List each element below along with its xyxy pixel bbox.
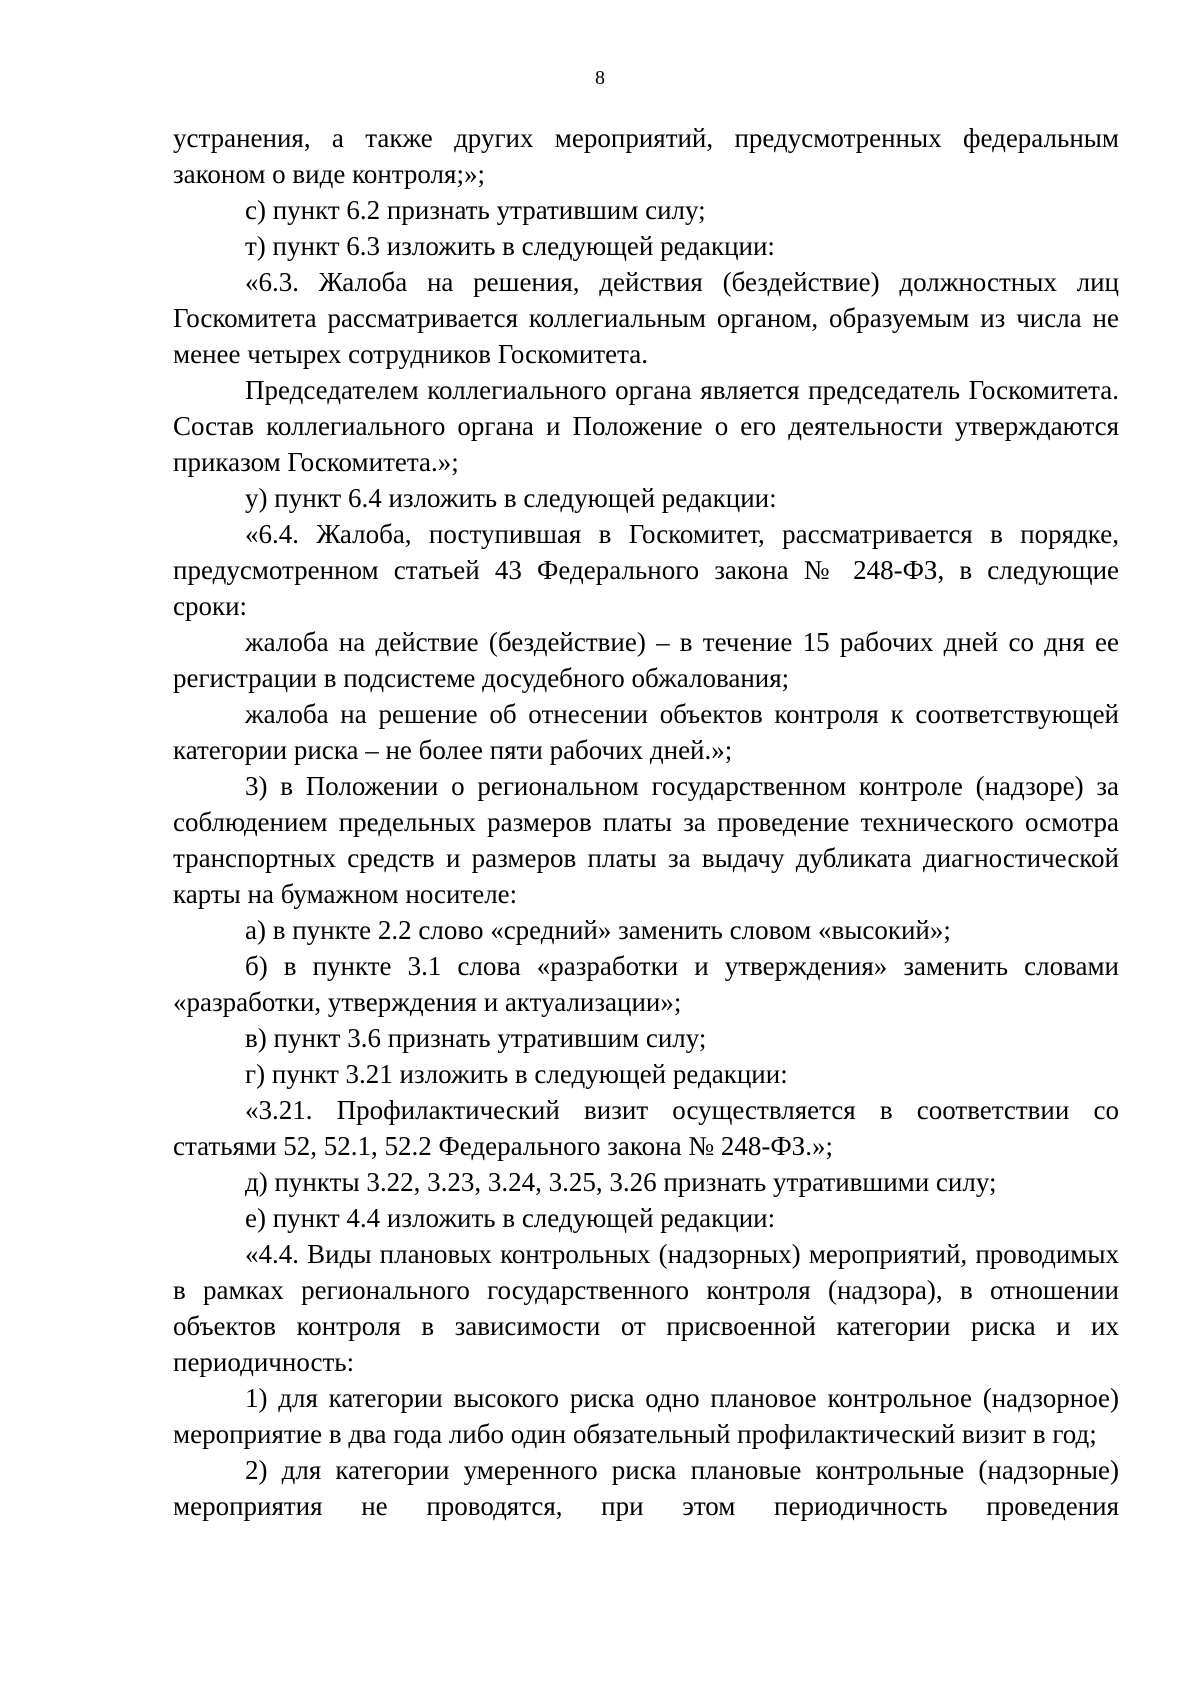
paragraph: б) в пункте 3.1 слова «разработки и утверждения» заменить словами «разработки, утверждения и актуализации»;: [173, 951, 1119, 1017]
paragraph: а) в пункте 2.2 слово «средний» заменить словом «высокий»;: [245, 915, 951, 945]
paragraph: «4.4. Виды плановых контрольных (надзорных) мероприятий, проводимых в рамках регионального государственного контроля (надзора), в отношении объектов контроля в зависимости от присвоенной категории риска и их периодичность:: [173, 1239, 1119, 1377]
paragraph: е) пункт 4.4 изложить в следующей редакции:: [245, 1203, 776, 1233]
page-number: 8: [595, 67, 605, 89]
paragraph: в) пункт 3.6 признать утратившим силу;: [245, 1023, 707, 1053]
paragraph: т) пункт 6.3 изложить в следующей редакции:: [245, 231, 775, 261]
paragraph: с) пункт 6.2 признать утратившим силу;: [245, 195, 706, 225]
document-body: [173, 120, 1119, 1524]
paragraph: «6.3. Жалоба на решения, действия (бездействие) должностных лиц Госкомитета рассматривается коллегиальным органом, образуемым из числа не менее четырех сотрудников Госкомитета.: [173, 267, 1119, 369]
paragraph: 3) в Положении о региональном государственном контроле (надзоре) за соблюдением предельных размеров платы за проведение технического осмотра транспортных средств и размеров платы за выдачу дубликата диагностической карты на бумажном носителе:: [173, 771, 1119, 909]
paragraph: у) пункт 6.4 изложить в следующей редакции:: [245, 483, 777, 513]
paragraph: д) пункты 3.22, 3.23, 3.24, 3.25, 3.26 признать утратившими силу;: [245, 1167, 997, 1197]
paragraph: жалоба на действие (бездействие) – в течение 15 рабочих дней со дня ее регистрации в подсистеме досудебного обжалования;: [173, 627, 1119, 693]
paragraph: Председателем коллегиального органа является председатель Госкомитета. Состав коллегиального органа и Положение о его деятельности утверждаются приказом Госкомитета.»;: [173, 375, 1119, 477]
paragraph: устранения, а также других мероприятий, предусмотренных федеральным законом о виде контроля;»;: [173, 123, 1119, 189]
paragraph: 1) для категории высокого риска одно плановое контрольное (надзорное) мероприятие в два года либо один обязательный профилактический визит в год;: [173, 1383, 1119, 1449]
paragraph: «3.21. Профилактический визит осуществляется в соответствии со статьями 52, 52.1, 52.2 Федерального закона № 248-ФЗ.»;: [173, 1095, 1119, 1161]
paragraph: жалоба на решение об отнесении объектов контроля к соответствующей категории риска – не более пяти рабочих дней.»;: [173, 699, 1119, 765]
paragraph: г) пункт 3.21 изложить в следующей редакции:: [245, 1059, 788, 1089]
paragraph: «6.4. Жалоба, поступившая в Госкомитет, рассматривается в порядке, предусмотренном статьей 43 Федерального закона № 248-ФЗ, в следующие сроки:: [173, 519, 1119, 621]
paragraph: 2) для категории умеренного риска плановые контрольные (надзорные) мероприятия не проводятся, при этом периодичность проведения: [173, 1455, 1119, 1521]
